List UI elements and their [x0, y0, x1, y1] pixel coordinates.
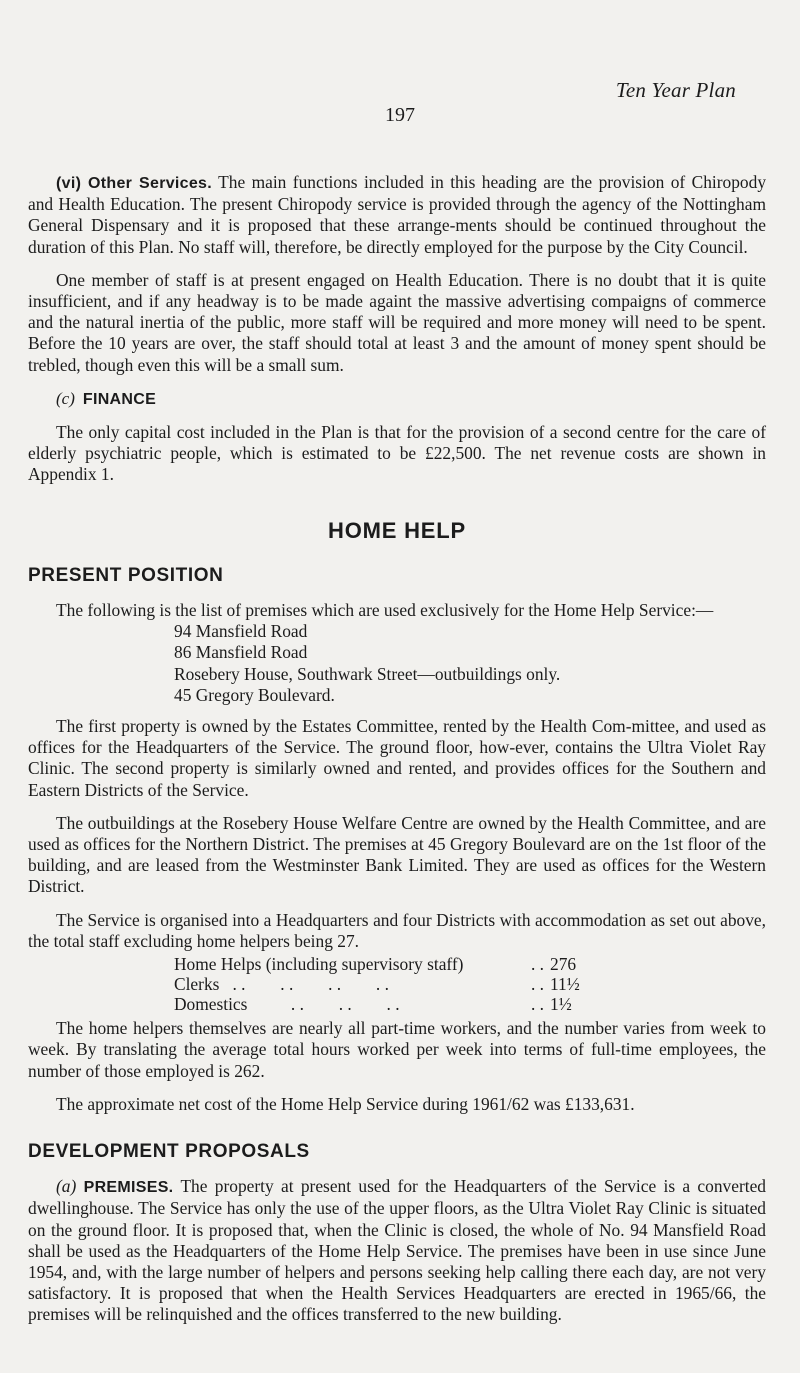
premises-intro: The following is the list of premises which are used exclusively for the Home Help Service:—: [56, 600, 714, 621]
staff-leader: . .: [530, 954, 544, 975]
other-services-label: (vi) Other Services.: [56, 175, 213, 192]
finance-letter: (c): [56, 388, 75, 408]
premises-proposal-text: The property at present used for the Headquarters of the Service is a converted dwellinghouse. The Service has only the use of the upper floors, as the Ultra Violet Ray Clinic is situated on the ground floor. It is proposed that, when the Clinic is closed, the whole of No. 94 Mansfield Road shall be used as the Headquarters of the Home Help Service. The premises have been in use since June 1954, and, with the large number of helpers and persons seeking help calling there each day, are not very satisfactory. It is proposed that when the Health Services Headquarters are erected in 1965/66, the premises will be relinquished and the offices transferred to the new building.: [28, 1176, 766, 1325]
premises-letter: (a): [56, 1176, 77, 1197]
part-time-paragraph: The home helpers themselves are nearly all part-time workers, and the number varies from week to week. By translating the average total hours worked per week into terms of full-time employees, the number of those employed is 262.: [28, 1018, 766, 1081]
staff-value: 11½: [550, 974, 580, 995]
present-position-heading: PRESENT POSITION: [28, 564, 224, 586]
premises-item: Rosebery House, Southwark Street—outbuildings only.: [174, 663, 561, 684]
development-proposals-heading: DEVELOPMENT PROPOSALS: [28, 1140, 310, 1162]
staff-label: Domestics . . . . . .: [174, 994, 400, 1015]
staff-row: [174, 994, 610, 1014]
page-body: [28, 172, 766, 1338]
finance-heading-text: FINANCE: [82, 390, 157, 408]
staff-value: 276: [550, 954, 577, 975]
finance-heading: [56, 388, 766, 410]
page-number: 197: [385, 104, 415, 126]
staff-value: 1½: [550, 994, 572, 1015]
staff-leader: . .: [530, 974, 544, 995]
staff-label: Home Helps (including supervisory staff): [174, 954, 464, 975]
organisation-paragraph: The Service is organised into a Headquarters and four Districts with accommodation as set out above, the total staff excluding home helpers being 27.: [28, 909, 766, 951]
running-title: Ten Year Plan: [615, 78, 736, 102]
outbuildings-paragraph: The outbuildings at the Rosebery House Welfare Centre are owned by the Health Committee, and are used as offices for the Northern District. The premises at 45 Gregory Boulevard are on the 1st floor of the building, and are leased from the Westminster Bank Limited. They are used as offices for the Western District.: [28, 812, 766, 897]
premises-item: 94 Mansfield Road: [174, 621, 308, 642]
other-services-paragraph-1: [28, 172, 766, 258]
staff-leader: . .: [530, 994, 544, 1015]
home-help-title: HOME HELP: [328, 517, 466, 543]
staff-table: [174, 954, 610, 1014]
net-cost-paragraph: The approximate net cost of the Home Help Service during 1961/62 was £133,631.: [56, 1093, 635, 1114]
premises-item: 45 Gregory Boulevard.: [174, 684, 335, 705]
premises-list: [28, 621, 766, 706]
premises-proposal-paragraph: [28, 1176, 766, 1325]
staff-row: [174, 974, 610, 994]
staff-row: [174, 954, 610, 974]
finance-paragraph: The only capital cost included in the Plan is that for the provision of a second centre for the care of elderly psychiatric people, which is estimated to be £22,500. The net revenue costs are shown in Appendix 1.: [28, 422, 766, 485]
other-services-text: The main functions included in this heading are the provision of Chiropody and Health Education. The present Chiropody service is provided through the agency of the Nottingham General Dispensary and it is proposed that these arrange-ments should be continued throughout the duration of this Plan. No staff will, therefore, be directly employed for the purpose by the City Council.: [28, 172, 767, 257]
first-property-paragraph: The first property is owned by the Estates Committee, rented by the Health Com-mittee, and used as offices for the Headquarters of the Service. The ground floor, how-ever, contains the Ultra Violet Ray Clinic. The second property is similarly owned and rented, and provides offices for the Southern and Eastern Districts of the Service.: [28, 716, 766, 800]
premises-item: 86 Mansfield Road: [174, 642, 308, 663]
health-education-paragraph: One member of staff is at present engaged on Health Education. There is no doubt that it is quite insufficient, and if any headway is to be made againt the massive advertising compaigns of commerce and the natural inertia of the public, more staff will be required and more money will need to be spent. Before the 10 years are over, the staff should total at least 3 and the amount of money spent should be trebled, though even this will be a small sum.: [28, 269, 766, 375]
premises-subheading: PREMISES.: [83, 1179, 174, 1197]
staff-label: Clerks . . . . . . . .: [174, 974, 389, 995]
